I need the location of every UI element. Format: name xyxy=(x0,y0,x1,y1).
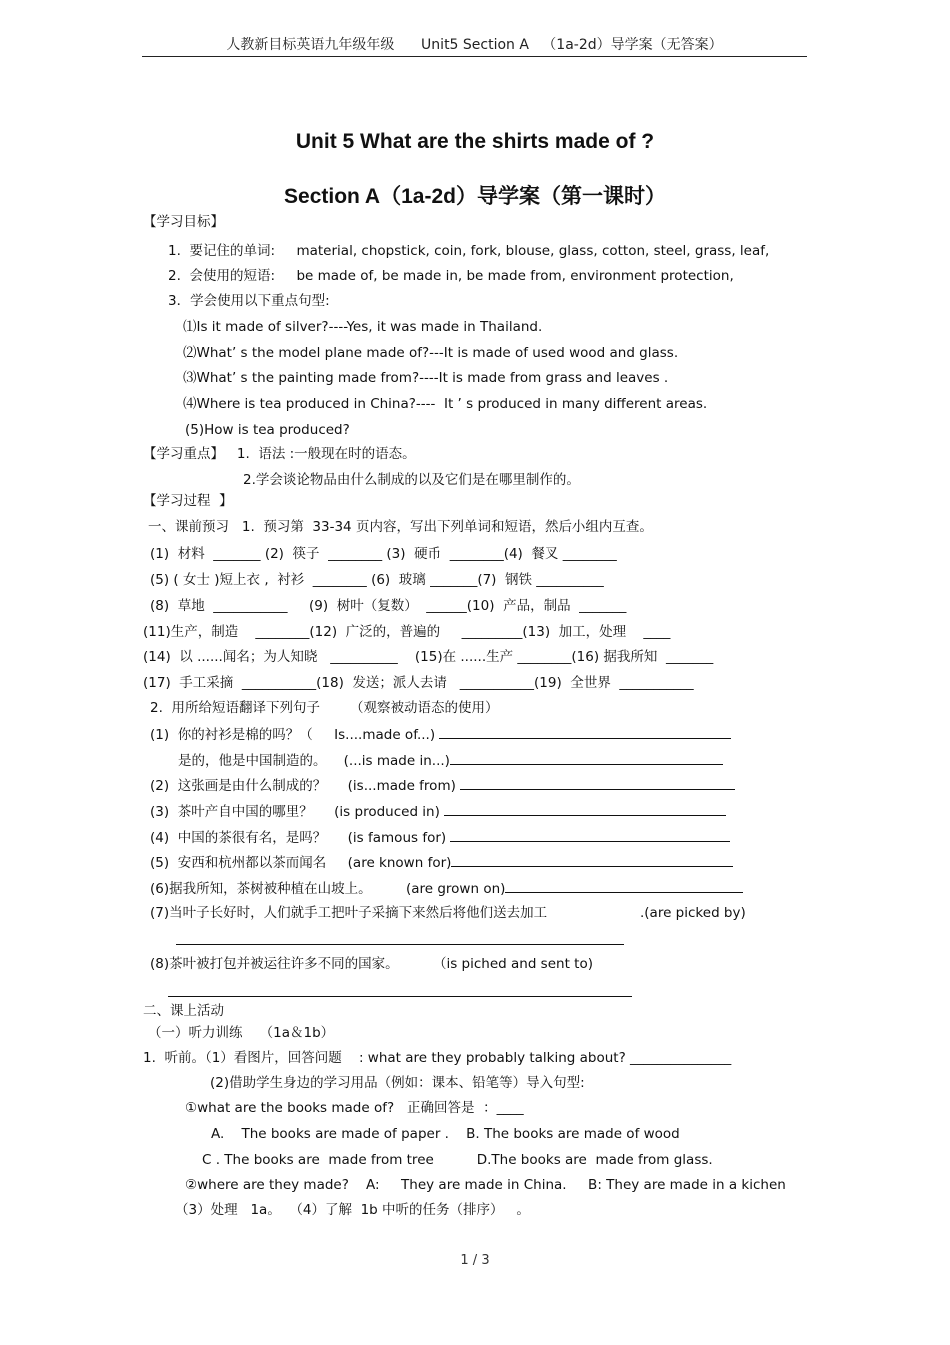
translation-item: 是的，他是中国制造的。 (...is made in...) xyxy=(178,751,723,770)
answer-options: A. The books are made of paper . B. The books are made of wood xyxy=(211,1126,680,1142)
translation-item: (3) 茶叶产自中国的哪里？ (is produced in) xyxy=(150,802,726,821)
vocab-row: (17) 手工采摘 ___________(18) 发送；派人去请 ___________(19) 全世界 ___________ xyxy=(143,675,694,691)
answer-blank[interactable] xyxy=(168,996,632,997)
goals-sentences-heading: 3．学会使用以下重点句型: xyxy=(168,293,330,309)
question-line: (2)借助学生身边的学习用品（例如：课本、铅笔等）导入句型: xyxy=(210,1075,585,1091)
translation-item: (4) 中国的茶很有名，是吗？ (is famous for) xyxy=(150,828,730,847)
answer-blank[interactable] xyxy=(460,776,735,790)
answer-blank[interactable] xyxy=(451,853,733,867)
translation-item: (1) 你的衬衫是棉的吗？（ Is....made of...) xyxy=(150,725,731,744)
answer-blank[interactable] xyxy=(450,828,730,842)
question-line: 1. 听前。（1）看图片，回答问题 : what are they probably talking about? _______________ xyxy=(143,1050,732,1066)
vocab-row: (11)生产，制造 ________(12) 广泛的，普遍的 _________(13) 加工，处理 ____ xyxy=(143,624,671,640)
preview-instruction: 一、课前预习 1. 预习第 33-34 页内容，写出下列单词和短语，然后小组内互查。 xyxy=(148,519,653,535)
vocab-row: (8) 草地 ___________ (9) 树叶（复数） ______(10) 产品，制品 _______ xyxy=(150,598,627,614)
vocab-row: (5) ( 女士 )短上衣 , 衬衫 ________ (6) 玻璃 _______(7) 钢铁 __________ xyxy=(150,572,604,588)
focus-line: 【学习重点】 1. 语法 :一般现在时的语态。 xyxy=(143,446,416,462)
focus-line: 2.学会谈论物品由什么制成的以及它们是在哪里制作的。 xyxy=(243,472,580,488)
process-heading: 【学习过程 】 xyxy=(143,493,233,509)
translation-item: (7)当叶子长好时，人们就手工把叶子采摘下来然后将他们送去加工 xyxy=(150,905,548,921)
answer-options: C . The books are made from tree D.The books are made from glass. xyxy=(202,1152,713,1168)
answer-blank[interactable] xyxy=(444,802,726,816)
answer-blank[interactable] xyxy=(505,879,743,893)
sentence-pattern: ⑷Where is tea produced in China?---- It ’ s produced in many different areas. xyxy=(183,396,708,412)
question-line: （3）处理 1a。 （4）了解 1b 中听的任务（排序） 。 xyxy=(175,1202,530,1218)
sentence-pattern: ⑶What’ s the painting made from?----It is made from grass and leaves . xyxy=(183,370,669,386)
answer-blank[interactable] xyxy=(176,944,624,945)
vocab-row: (1) 材料 _______ (2) 筷子 ________ (3) 硬币 ________(4) 餐叉 ________ xyxy=(150,546,617,562)
page-subtitle: Section A（1a-2d）导学案（第一课时） xyxy=(284,185,666,208)
goals-words: 1. 要记住的单词: material, chopstick, coin, fork, blouse, glass, cotton, steel, grass, leaf, xyxy=(168,243,770,259)
translation-item: (6)据我所知，茶树被种植在山坡上。 (are grown on) xyxy=(150,879,743,898)
translate-heading: 2. 用所给短语翻译下列句子 （观察被动语态的使用） xyxy=(150,700,499,716)
listening-heading: （一）听力训练 （1a＆1b） xyxy=(148,1025,335,1041)
translation-item: (8)茶叶被打包并被运往许多不同的国家。 （is piched and sent to) xyxy=(150,956,593,972)
goals-phrases: 2. 会使用的短语: be made of, be made in, be made from, environment protection, xyxy=(168,268,734,284)
answer-blank[interactable] xyxy=(439,725,731,739)
page-title: Unit 5 What are the shirts made of ? xyxy=(295,130,655,153)
goals-heading: 【学习目标】 xyxy=(143,214,224,230)
sentence-pattern: (5)How is tea produced? xyxy=(185,422,350,438)
class-heading: 二、课上活动 xyxy=(143,1003,224,1019)
page-number: 1 / 3 xyxy=(460,1253,490,1268)
question-line: ①what are the books made of? 正确回答是 ：____ xyxy=(185,1100,524,1116)
translation-item: (5) 安西和杭州都以茶而闻名 (are known for) xyxy=(150,853,733,872)
question-line: ②where are they made? A: They are made in China. B: They are made in a kichen xyxy=(185,1177,786,1193)
answer-blank[interactable] xyxy=(450,751,723,765)
sentence-pattern: ⑵What’ s the model plane made of?---It is made of used wood and glass. xyxy=(183,345,679,361)
sentence-pattern: ⑴Is it made of silver?----Yes, it was made in Thailand. xyxy=(183,319,543,335)
translation-item: (2) 这张画是由什么制成的？ (is...made from) xyxy=(150,776,735,795)
vocab-row: (14) 以 ......闻名；为人知晓 __________ (15)在 ......生产 ________(16) 据我所知 _______ xyxy=(143,649,714,665)
translation-hint: .(are picked by) xyxy=(640,905,746,921)
page-header: 人教新目标英语九年级年级 Unit5 Section A （1a-2d）导学案（无答案） xyxy=(142,36,807,57)
